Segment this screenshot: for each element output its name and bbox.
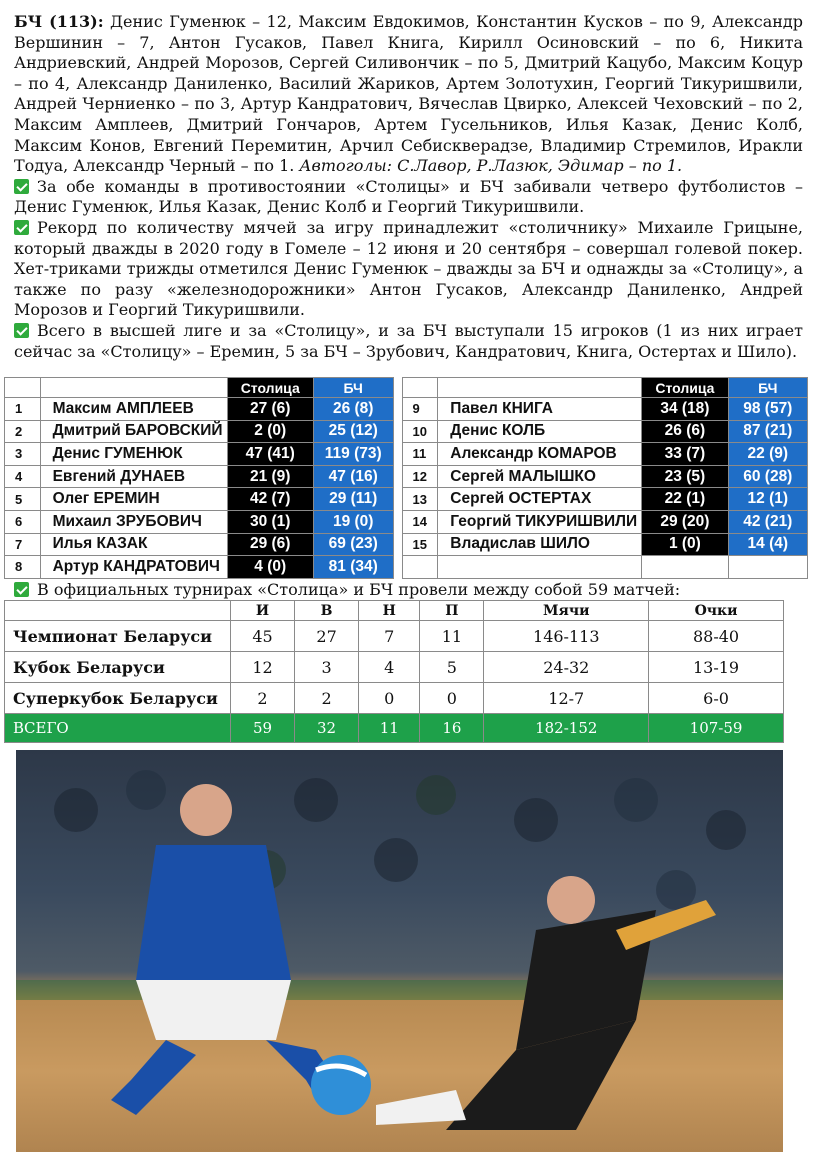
bch-value: 25 (12) [313, 420, 393, 443]
bch-value: 14 (4) [728, 533, 807, 556]
total-value: 182-152 [484, 714, 649, 743]
player-name: Павел КНИГА [438, 398, 642, 421]
player-row [5, 533, 808, 556]
player-number: 2 [5, 420, 41, 443]
player-number: 15 [402, 533, 438, 556]
meetings-table-header [5, 601, 784, 621]
stat-value: 45 [231, 621, 295, 652]
meetings-col-header: В [295, 601, 359, 621]
player-name: Евгений ДУНАЕВ [40, 465, 227, 488]
stat-value: 5 [420, 652, 484, 683]
checkmark-icon [14, 323, 29, 338]
fact-record [14, 218, 803, 321]
meetings-col-header: Мячи [484, 601, 649, 621]
player-row [5, 556, 808, 579]
stolitsa-value: 34 (18) [642, 398, 728, 421]
player-row [5, 443, 808, 466]
stolitsa-value: 29 (20) [642, 510, 728, 533]
player-number: 12 [402, 465, 438, 488]
stolitsa-value: 30 (1) [227, 510, 313, 533]
player-number: 1 [5, 398, 41, 421]
player-name: Сергей ОСТЕРТАХ [438, 488, 642, 511]
col-bch: БЧ [313, 378, 393, 398]
futsal-players-illustration [16, 750, 783, 1152]
checkmark-icon [14, 179, 29, 194]
tournament-name: Чемпионат Беларуси [5, 621, 231, 652]
stolitsa-value: 4 (0) [227, 556, 313, 579]
scorers-paragraph [14, 12, 803, 177]
bch-value: 98 (57) [728, 398, 807, 421]
tournament-row [5, 621, 784, 652]
total-value: 59 [231, 714, 295, 743]
total-label: ВСЕГО [5, 714, 231, 743]
fact-text: Рекорд по количеству мячей за игру принадлежит «столичнику» Михаиле Грицыне, который дважды в 2020 году в Гомеле – 12 июня и 20 сентября – совершал голевой покер. Хет-триками трижды отметился Денис Гуменюк – дважды за БЧ и однажды за «Столицу», а также по разу «железнодорожники» Антон Гусаков, Александр Даниленко, Андрей Морозов и Георгий Тикуришвили. [14, 217, 803, 320]
checkmark-icon [14, 220, 29, 235]
fact-text: В официальных турнирах «Столица» и БЧ провели между собой 59 матчей: [37, 580, 681, 599]
bch-value: 119 (73) [313, 443, 393, 466]
player-number: 10 [402, 420, 438, 443]
stat-value: 27 [295, 621, 359, 652]
player-name: Сергей МАЛЫШКО [438, 465, 642, 488]
tournament-name: Кубок Беларуси [5, 652, 231, 683]
bch-value: 22 (9) [728, 443, 807, 466]
player-name: Олег ЕРЕМИН [40, 488, 227, 511]
player-number: 5 [5, 488, 41, 511]
tournament-name: Суперкубок Беларуси [5, 683, 231, 714]
player-name: Артур КАНДРАТОВИЧ [40, 556, 227, 579]
stolitsa-value: 21 (9) [227, 465, 313, 488]
player-number: 13 [402, 488, 438, 511]
bch-value: 47 (16) [313, 465, 393, 488]
total-value: 107-59 [649, 714, 784, 743]
stat-value: 12 [231, 652, 295, 683]
total-value: 11 [359, 714, 420, 743]
meetings-col-header: Н [359, 601, 420, 621]
meetings-col-header: П [420, 601, 484, 621]
stat-value: 6-0 [649, 683, 784, 714]
player-row [5, 510, 808, 533]
bch-value: 12 (1) [728, 488, 807, 511]
checkmark-icon [14, 582, 29, 597]
players-table [4, 377, 808, 579]
stolitsa-value: 1 (0) [642, 533, 728, 556]
fact-text: За обе команды в противостоянии «Столицы» и БЧ забивали четверо футболистов – Денис Гуменюк, Илья Казак, Денис Колб и Георгий Тикуришвили. [14, 176, 803, 217]
stat-value: 24-32 [484, 652, 649, 683]
col-stolitsa: Столица [642, 378, 728, 398]
total-value: 16 [420, 714, 484, 743]
player-row [5, 488, 808, 511]
player-row [5, 465, 808, 488]
players-table-header [5, 378, 808, 398]
player-number: 8 [5, 556, 41, 579]
stat-value: 3 [295, 652, 359, 683]
player-name: Дмитрий БАРОВСКИЙ [40, 420, 227, 443]
stat-value: 7 [359, 621, 420, 652]
tournament-row [5, 652, 784, 683]
meetings-table [4, 600, 784, 743]
player-number: 4 [5, 465, 41, 488]
player-row [5, 420, 808, 443]
fact-text: Всего в высшей лиге и за «Столицу», и за БЧ выступали 15 игроков (1 из них играет сейчас за «Столицу» – Еремин, 5 за БЧ – Зрубович, Кандратович, Книга, Остертах и Шило). [14, 320, 803, 361]
stolitsa-value: 29 (6) [227, 533, 313, 556]
stolitsa-value: 2 (0) [227, 420, 313, 443]
player-number: 6 [5, 510, 41, 533]
meetings-col-header: Очки [649, 601, 784, 621]
bch-value: 42 (21) [728, 510, 807, 533]
player-name: Илья КАЗАК [40, 533, 227, 556]
meetings-col-header: И [231, 601, 295, 621]
team-heading: БЧ (113): [14, 12, 104, 31]
bch-value: 19 (0) [313, 510, 393, 533]
player-number: 7 [5, 533, 41, 556]
stat-value: 2 [231, 683, 295, 714]
total-row [5, 714, 784, 743]
stat-value: 0 [359, 683, 420, 714]
player-number: 9 [402, 398, 438, 421]
stolitsa-value: 47 (41) [227, 443, 313, 466]
stat-value: 0 [420, 683, 484, 714]
col-bch: БЧ [728, 378, 807, 398]
stolitsa-value: 33 (7) [642, 443, 728, 466]
stolitsa-value: 42 (7) [227, 488, 313, 511]
col-stolitsa: Столица [227, 378, 313, 398]
stolitsa-value: 26 (6) [642, 420, 728, 443]
stat-value: 2 [295, 683, 359, 714]
stolitsa-value: 23 (5) [642, 465, 728, 488]
player-number: 14 [402, 510, 438, 533]
bch-value: 29 (11) [313, 488, 393, 511]
bch-value: 87 (21) [728, 420, 807, 443]
player-name: Владислав ШИЛО [438, 533, 642, 556]
stolitsa-value: 27 (6) [227, 398, 313, 421]
bch-value: 69 (23) [313, 533, 393, 556]
tournament-row [5, 683, 784, 714]
player-name: Максим АМПЛЕЕВ [40, 398, 227, 421]
total-value: 32 [295, 714, 359, 743]
stat-value: 4 [359, 652, 420, 683]
meetings-intro [14, 580, 680, 600]
stat-value: 13-19 [649, 652, 784, 683]
bch-value: 60 (28) [728, 465, 807, 488]
fact-players-count [14, 321, 803, 362]
scorers-list: Денис Гуменюк – 12, Максим Евдокимов, Константин Кусков – по 9, Александр Вершинин – 7, Антон Гусаков, Павел Книга, Кирилл Осиновский – по 6, Никита Андриевский, Андрей Морозов, Сергей Силивончик – по 5, Дмитрий Кацубо, Максим Коцур – по 4, Александр Даниленко, Василий Жариков, Артем Золотухин, Георгий Тикуришвили, Андрей Черниенко – по 3, Артур Кандратович, Вячеслав Цвирко, Алексей Чеховский – по 2, Максим Амплеев, Дмитрий Гончаров, Артем Гусельников, Илья Казак, Денис Колб, Максим Конов, Евгений Перемитин, Арчил Себискверадзе, Владимир Стремилов, Иракли Тодуа, Александр Черный – по 1. [14, 12, 804, 176]
player-name: Александр КОМАРОВ [438, 443, 642, 466]
own-goals: Автоголы: С.Лавор, Р.Лазюк, Эдимар – по 1. [299, 156, 683, 176]
match-photo [16, 750, 783, 1152]
player-number: 11 [402, 443, 438, 466]
player-number: 3 [5, 443, 41, 466]
player-name: Георгий ТИКУРИШВИЛИ [438, 510, 642, 533]
player-name: Денис КОЛБ [438, 420, 642, 443]
article-text [14, 12, 803, 362]
stat-value: 11 [420, 621, 484, 652]
player-row [5, 398, 808, 421]
stolitsa-value: 22 (1) [642, 488, 728, 511]
bch-value: 81 (34) [313, 556, 393, 579]
stat-value: 12-7 [484, 683, 649, 714]
player-name: Михаил ЗРУБОВИЧ [40, 510, 227, 533]
stat-value: 146-113 [484, 621, 649, 652]
fact-both-teams [14, 177, 803, 218]
stat-value: 88-40 [649, 621, 784, 652]
bch-value: 26 (8) [313, 398, 393, 421]
player-name: Денис ГУМЕНЮК [40, 443, 227, 466]
